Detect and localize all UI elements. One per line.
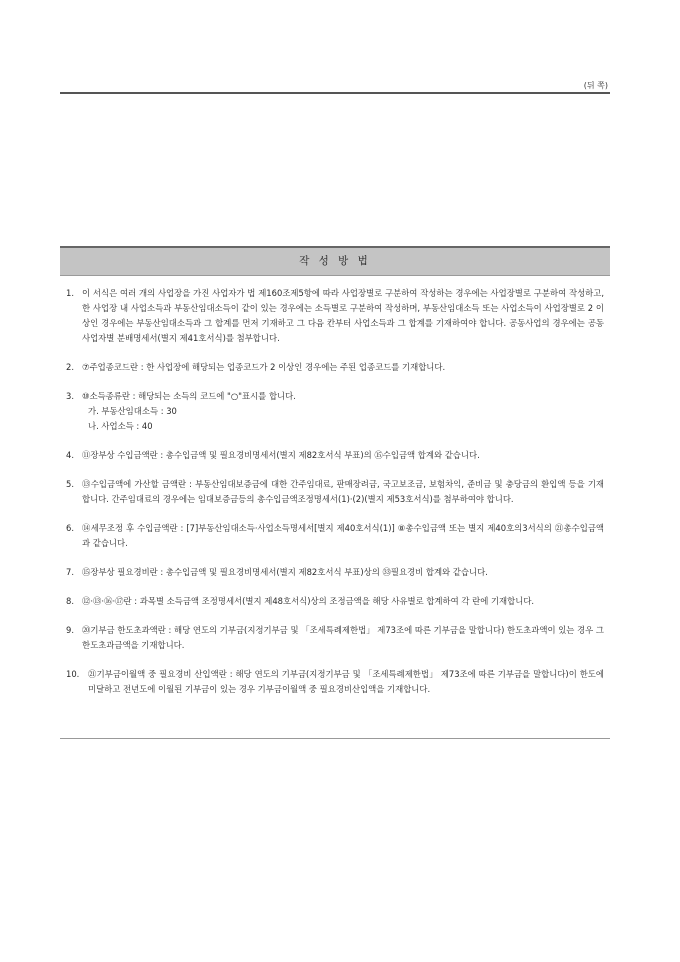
item-text: ⑩소득종류란 : 해당되는 소득의 코드에 "○"표시를 합니다. — [82, 391, 296, 401]
instruction-item — [66, 667, 604, 697]
item-number: 1. — [66, 288, 74, 298]
item-text: ㉑기부금이월액 중 필요경비 산입액란 : 해당 연도의 기부금(지정기부금 및 「조세특례제한법」 제73조에 따른 기부금을 말합니다)이 한도에 미달하고 전년도에 이월된 기부금이 있는 경우 기부금이월액 중 필요경비산입액을 기재합니다. — [88, 669, 604, 694]
item-text: ⑪장부상 수입금액란 : 총수입금액 및 필요경비명세서(별지 제82호서식 부표)의 ⑮수입금액 합계와 같습니다. — [82, 450, 480, 460]
item-sub-entry: 나. 사업소득 : 40 — [88, 421, 153, 431]
item-text: ⑬수입금액에 가산할 금액란 : 부동산임대보증금에 대한 간주임대료, 판매장려금, 국고보조금, 보험차익, 준비금 및 충당금의 환입액 등을 기재합니다. 간주임대료의 경우에는 임대보증금등의 총수입금액조정명세서(1)·(2)(별지 제53호서식)를 첨부하여야 합니다. — [82, 479, 604, 504]
item-sub-entry: 가. 부동산임대소득 : 30 — [88, 406, 177, 416]
instruction-item — [66, 521, 604, 551]
item-number: 8. — [66, 596, 74, 606]
instructions-list — [60, 276, 610, 697]
item-number: 6. — [66, 523, 74, 533]
item-text: ⑭세무조정 후 수입금액란 : [7]부동산임대소득·사업소득명세서[별지 제40호서식(1)] ⑧총수입금액 또는 별지 제40호의3서식의 ㉑총수입금액과 같습니다. — [82, 523, 604, 548]
section-title: 작 성 방 법 — [60, 246, 610, 276]
item-number: 7. — [66, 567, 74, 577]
item-text: ⑫·⑬·⑯·⑰란 : 과목별 소득금액 조정명세서(별지 제48호서식)상의 조정금액을 해당 사유별로 합계하여 각 란에 기재합니다. — [82, 596, 535, 606]
top-divider — [60, 92, 610, 94]
item-number: 3. — [66, 391, 74, 401]
item-text: ⑳기부금 한도초과액란 : 해당 연도의 기부금(지정기부금 및 「조세특례제한법」 제73조에 따른 기부금을 말합니다) 한도초과액이 있는 경우 그 한도초과금액을 기재합니다. — [82, 625, 604, 650]
item-text: ⑦주업종코드란 : 한 사업장에 해당되는 업종코드가 2 이상인 경우에는 주된 업종코드를 기재합니다. — [82, 362, 446, 372]
instruction-item — [66, 594, 604, 609]
instruction-item — [66, 477, 604, 507]
item-number: 4. — [66, 450, 74, 460]
item-text: 이 서식은 여러 개의 사업장을 가진 사업자가 법 제160조제5항에 따라 사업장별로 구분하여 작성하는 경우에는 사업장별로 구분하여 작성하고, 한 사업장 내 사업소득과 부동산임대소득이 같이 있는 경우에는 소득별로 구분하여 작성하며, 부동산임대소득 또는 사업소득이 사업장별로 2 이상인 경우에는 부동산임대소득과 그 합계를 먼저 기재하고 그 다음 칸부터 사업소득과 그 합계를 기재하여야 합니다. 공동사업의 경우에는 공동사업자별 분배명세서(별지 제41호서식)를 첨부합니다. — [82, 288, 604, 343]
instructions-section — [60, 246, 610, 711]
instruction-item — [66, 286, 604, 346]
item-number: 5. — [66, 479, 74, 489]
instruction-item — [66, 565, 604, 580]
instruction-item — [66, 360, 604, 375]
page-side-label: (뒤 쪽) — [583, 81, 608, 90]
bottom-divider — [60, 738, 610, 739]
instruction-item — [66, 389, 604, 434]
item-text: ⑮장부상 필요경비란 : 총수입금액 및 필요경비명세서(별지 제82호서식 부표)상의 ㉝필요경비 합계와 같습니다. — [82, 567, 488, 577]
instruction-item — [66, 448, 604, 463]
instruction-item — [66, 623, 604, 653]
item-number: 9. — [66, 625, 74, 635]
item-number: 10. — [66, 669, 80, 679]
item-number: 2. — [66, 362, 74, 372]
